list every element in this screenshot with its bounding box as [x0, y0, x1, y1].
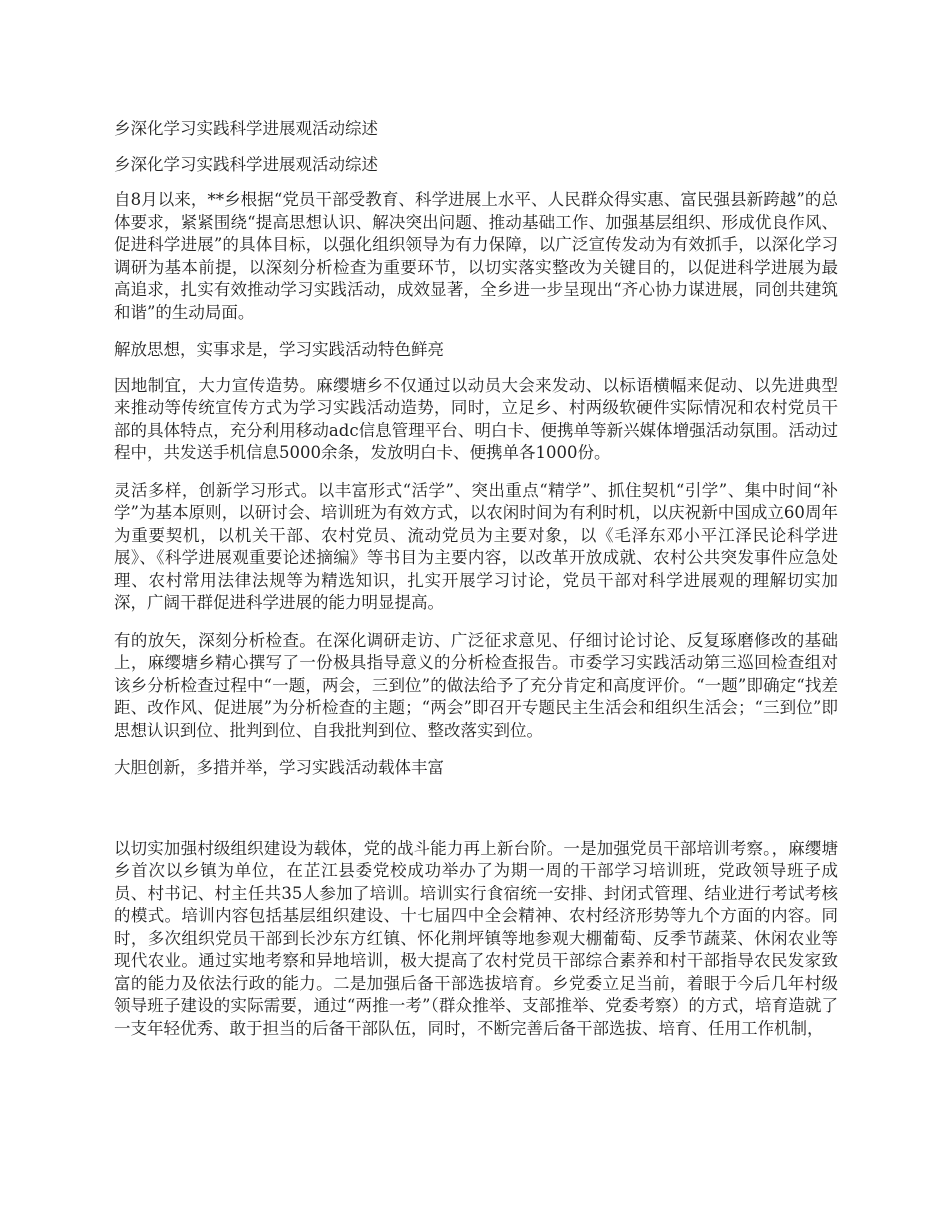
body-paragraph-study-forms: 灵活多样，创新学习形式。以丰富形式“活学”、突出重点“精学”、抓住契机“引学”、集中时间“补学”为基本原则，以研讨会、培训班为有效方式，以农闲时间为有利时机，以庆祝新中国成立60周年为重要契机，以机关干部、农村党员、流动党员为主要对象，以《毛泽东邓小平江泽民论科学进展》、《科学进展观重要论述摘编》等书目为主要内容，以改革开放成就、农村公共突发事件应急处理、农村常用法律法规等为精选知识，扎实开展学习讨论，党员干部对科学进展观的理解切实加深，广阔干群促进科学进展的能力明显提高。 — [114, 480, 838, 612]
document-subtitle: 乡深化学习实践科学进展观活动综述 — [114, 154, 378, 174]
document-body — [114, 118, 838, 1055]
body-paragraph-publicity: 因地制宜，大力宣传造势。麻缨塘乡不仅通过以动员大会来发动、以标语横幅来促动、以先进典型来推动等传统宣传方式为学习实践活动造势，同时，立足乡、村两级软硬件实际情况和农村党员干部的具体特点，充分利用移动adc信息管理平台、明白卡、便携单等新兴媒体增强活动氛围。活动过程中，共发送手机信息5000余条，发放明白卡、便携单各1000份。 — [114, 375, 838, 462]
blank-gap — [114, 793, 838, 838]
document-title: 乡深化学习实践科学进展观活动综述 — [114, 119, 378, 138]
intro-paragraph: 自8月以来，**乡根据“党员干部受教育、科学进展上水平、人民群众得实惠、富民强县新跨越”的总体要求，紧紧围绕“提高思想认识、解决突出问题、推动基础工作、加强基层组织、形成优良作风、促进科学进展”的具体目标，以强化组织领导为有力保障，以广泛宣传发动为有效抓手，以深化学习调研为基本前提，以深刻分析检查为重要环节，以切实落实整改为关键目的，以促进科学进展为最高追求，扎实有效推动学习实践活动，成效显著，全乡进一步呈现出“齐心协力谋进展，同创共建筑和谐”的生动局面。 — [114, 190, 838, 322]
body-paragraph-organization: 以切实加强村级组织建设为载体，党的战斗能力再上新台阶。一是加强党员干部培训考察。，麻缨塘乡首次以乡镇为单位，在芷江县委党校成功举办了为期一周的干部学习培训班，党政领导班子成员、村书记、村主任共35人参加了培训。培训实行食宿统一安排、封闭式管理、结业进行考试考核的模式。培训内容包括基层组织建设、十七届四中全会精神、农村经济形势等九个方面的内容。同时，多次组织党员干部到长沙东方红镇、怀化荆坪镇等地参观大棚葡萄、反季节蔬菜、休闲农业等现代农业。通过实地考察和异地培训，极大提高了农村党员干部综合素养和村干部指导农民发家致富的能力及依法行政的能力。二是加强后备干部选拔培育。乡党委立足当前，着眼于今后几年村级领导班子建设的实际需要，通过“两推一考”（群众推举、支部推举、党委考察）的方式，培育造就了一支年轻优秀、敢于担当的后备干部队伍，同时，不断完善后备干部选拔、培育、任用工作机制， — [114, 838, 838, 1038]
section-heading-1: 解放思想，实事求是，学习实践活动特色鲜亮 — [114, 340, 444, 359]
section-heading-2: 大胆创新，多措并举，学习实践活动载体丰富 — [114, 758, 444, 777]
body-paragraph-analysis: 有的放矢，深刻分析检查。在深化调研走访、广泛征求意见、仔细讨论讨论、反复琢磨修改的基础上，麻缨塘乡精心撰写了一份极具指导意义的分析检查报告。市委学习实践活动第三巡回检查组对该乡分析检查过程中“一题，两会，三到位”的做法给予了充分肯定和高度评价。“一题”即确定“找差距、改作风、促进展”为分析检查的主题；“两会”即召开专题民主生活会和组织生活会；“三到位”即思想认识到位、批判到位、自我批判到位、整改落实到位。 — [114, 630, 838, 740]
